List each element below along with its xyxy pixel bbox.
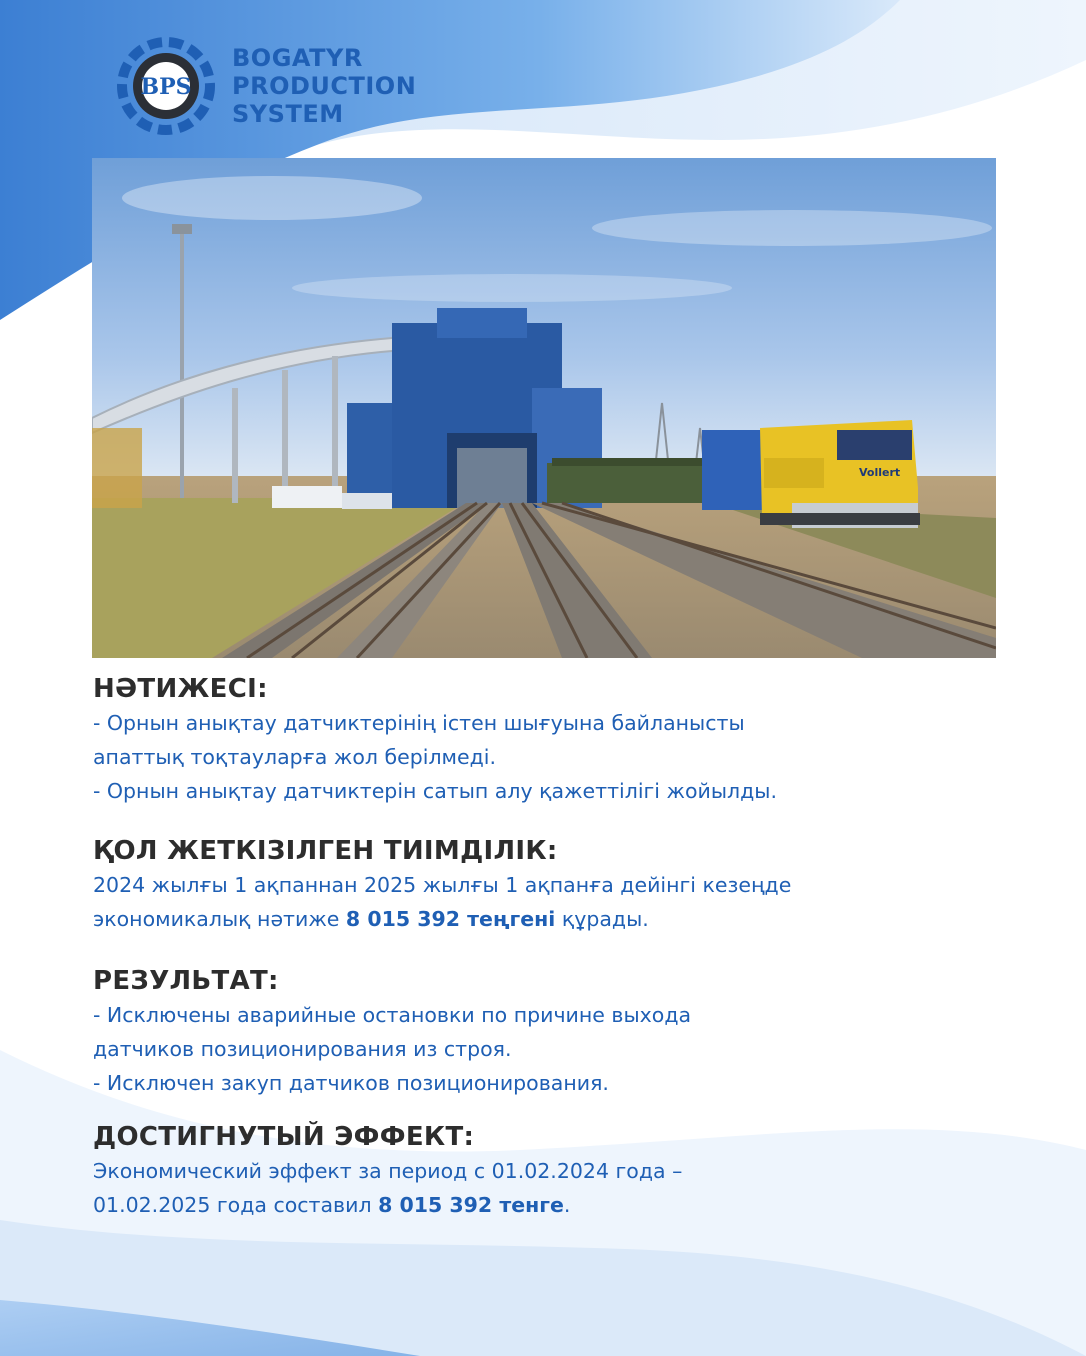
- railway-photo: [92, 158, 996, 658]
- body-line: [93, 1188, 993, 1222]
- gear-logo-icon: [116, 31, 216, 141]
- body-text: құрады.: [555, 907, 649, 931]
- body-line: Экономический эффект за период с 01.02.2024 года –: [93, 1159, 683, 1183]
- section-body-kz-effect: [93, 868, 993, 936]
- body-line: 2024 жылғы 1 ақпаннан 2025 жылғы 1 ақпанға дейінгі кезеңде: [93, 873, 792, 897]
- section-heading-ru-result: РЕЗУЛЬТАТ:: [93, 966, 279, 996]
- body-line: - Исключен закуп датчиков позиционирования.: [93, 1071, 609, 1095]
- body-text: 01.02.2025 года составил: [93, 1193, 379, 1217]
- body-text: экономикалық нәтиже: [93, 907, 346, 931]
- bps-logo: [116, 28, 476, 143]
- body-line: [93, 902, 993, 936]
- brand-line-1: BOGATYR: [232, 43, 363, 72]
- body-line: - Орнын анықтау датчиктерінің істен шығуына байланысты: [93, 711, 745, 735]
- section-body-kz-result: [93, 706, 993, 808]
- brand-line-3: SYSTEM: [232, 99, 344, 128]
- amount-highlight: 8 015 392 тенге: [378, 1193, 564, 1217]
- section-body-ru-effect: [93, 1154, 993, 1222]
- body-line: - Орнын анықтау датчиктерін сатып алу қажеттілігі жойылды.: [93, 779, 778, 803]
- brand-line-2: PRODUCTION: [232, 71, 417, 100]
- body-text: .: [563, 1193, 571, 1217]
- section-heading-ru-effect: ДОСТИГНУТЫЙ ЭФФЕКТ:: [93, 1122, 475, 1152]
- section-heading-kz-effect: ҚОЛ ЖЕТКІЗІЛГЕН ТИІМДІЛІК:: [93, 836, 558, 866]
- locomotive-label: Vollert: [859, 466, 901, 479]
- body-line: - Исключены аварийные остановки по причине выхода: [93, 1003, 692, 1027]
- logo-badge-text: BPS: [140, 73, 192, 100]
- railway-scene-illustration: [92, 158, 996, 658]
- body-line: датчиков позиционирования из строя.: [93, 1037, 512, 1061]
- body-line: апаттық тоқтауларға жол берілмеді.: [93, 745, 497, 769]
- amount-highlight: 8 015 392 теңгені: [345, 907, 556, 931]
- content-area: [93, 672, 993, 1222]
- section-body-ru-result: [93, 998, 993, 1100]
- brand-name: [232, 44, 416, 128]
- section-heading-kz-result: НӘТИЖЕСІ:: [93, 674, 268, 704]
